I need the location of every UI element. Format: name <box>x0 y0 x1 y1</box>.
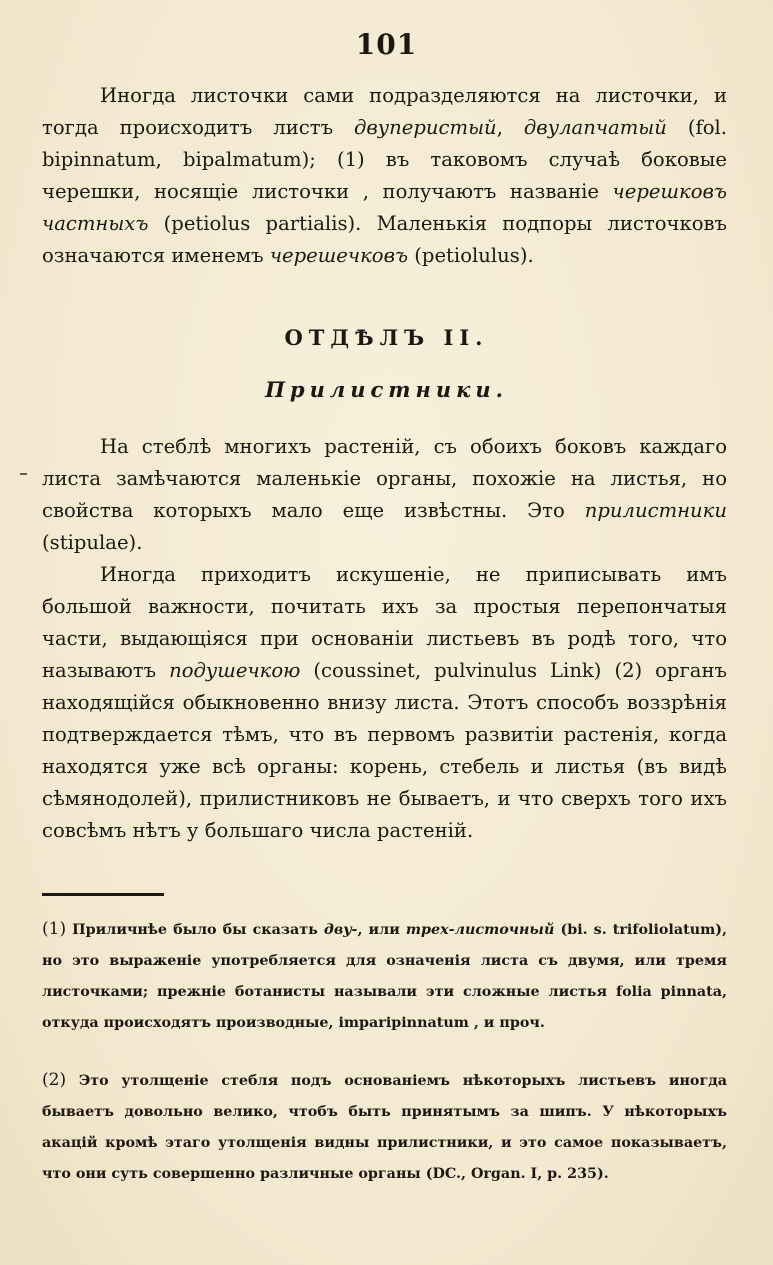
footnote-mark: (2) <box>42 1070 67 1090</box>
footnote-divider <box>42 893 164 896</box>
italic-term: подушечкою <box>169 659 301 682</box>
text-run: Иногда приходитъ искушеніе, не приписывать имъ большой важности, почитать ихъ за простыя перепончатыя части, выдающіяся при основаніи листьевъ въ родѣ того, что называютъ <box>42 563 727 682</box>
footnote-mark: (1) <box>42 919 67 939</box>
text-run: (petiolulus). <box>408 244 534 267</box>
text-run: Это утолщеніе стебля подъ основаніемъ нѣкоторыхъ листьевъ иногда бываетъ довольно велико, чтобъ быть принятымъ за шипъ. У нѣкоторыхъ акацій кромѣ этаго утолщенія видны прилистники, и это самое показываетъ, что они суть совершенно различные органы (DC., Organ. I, p. 235). <box>42 1073 727 1182</box>
paragraph-compound-leaves <box>42 80 727 272</box>
footnote-1 <box>42 914 727 1039</box>
section-heading: ОТДѢЛЪ II. <box>284 325 489 350</box>
paragraph-stipules-detail <box>42 559 727 847</box>
italic-term: двулапчатый <box>523 116 667 139</box>
section-subheading: Прилистники. <box>265 377 508 402</box>
italic-term: трех-листочный <box>405 922 555 938</box>
italic-term: двуперистый <box>353 116 497 139</box>
italic-term: прилистники <box>584 499 727 522</box>
italic-term: черешечковъ <box>269 244 409 267</box>
text-run: (petiolus partialis). Маленькія подпоры листочковъ означаются именемъ <box>42 212 727 267</box>
text-run: (stipulae). <box>42 531 143 554</box>
italic-term: черешковъ частныхъ <box>42 180 727 235</box>
text-run: На стеблѣ многихъ растеній, съ обоихъ боковъ каждаго листа замѣчаются маленькіе органы, похожіе на листья, но свойства которыхъ мало еще извѣстны. Это <box>42 435 727 522</box>
text-run: , или <box>357 922 406 938</box>
text-run: Иногда листочки сами подразделяются на листочки, и тогда происходитъ листъ <box>42 84 727 139</box>
text-run: , <box>496 116 524 139</box>
text-run: (bi. s. trifoliolatum), но это выраженіе употребляется для означенія листа съ двумя, или тремя листочками; прежніе ботанисты называли эти сложные листья folia pinnata, откуда происходятъ производные, imparipinnatum , и проч. <box>42 922 727 1031</box>
text-run: (fol. bipinnatum, bipalmatum); (1) въ таковомъ случаѣ боковые черешки, носящіе листочки , получаютъ названіе <box>42 116 728 203</box>
page-number: 101 <box>355 28 418 61</box>
paragraph-stipules-intro <box>42 431 727 559</box>
text-run: (coussinet, pulvinulus Link) (2) органъ находящійся обыкновенно внизу листа. Этотъ способъ воззрѣнія подтверждается тѣмъ, что въ первомъ развитіи растенія, когда находятся уже всѣ органы: корень, стебель и листья (въ видѣ сѣмянодолей), прилистниковъ не бываетъ, и что сверхъ того ихъ совсѣмъ нѣтъ у большаго числа растеній. <box>42 659 727 842</box>
margin-mark <box>20 473 27 475</box>
italic-term: двy- <box>323 922 358 938</box>
footnote-2 <box>42 1065 727 1190</box>
text-run: Приличнѣе было бы сказать <box>66 922 324 938</box>
